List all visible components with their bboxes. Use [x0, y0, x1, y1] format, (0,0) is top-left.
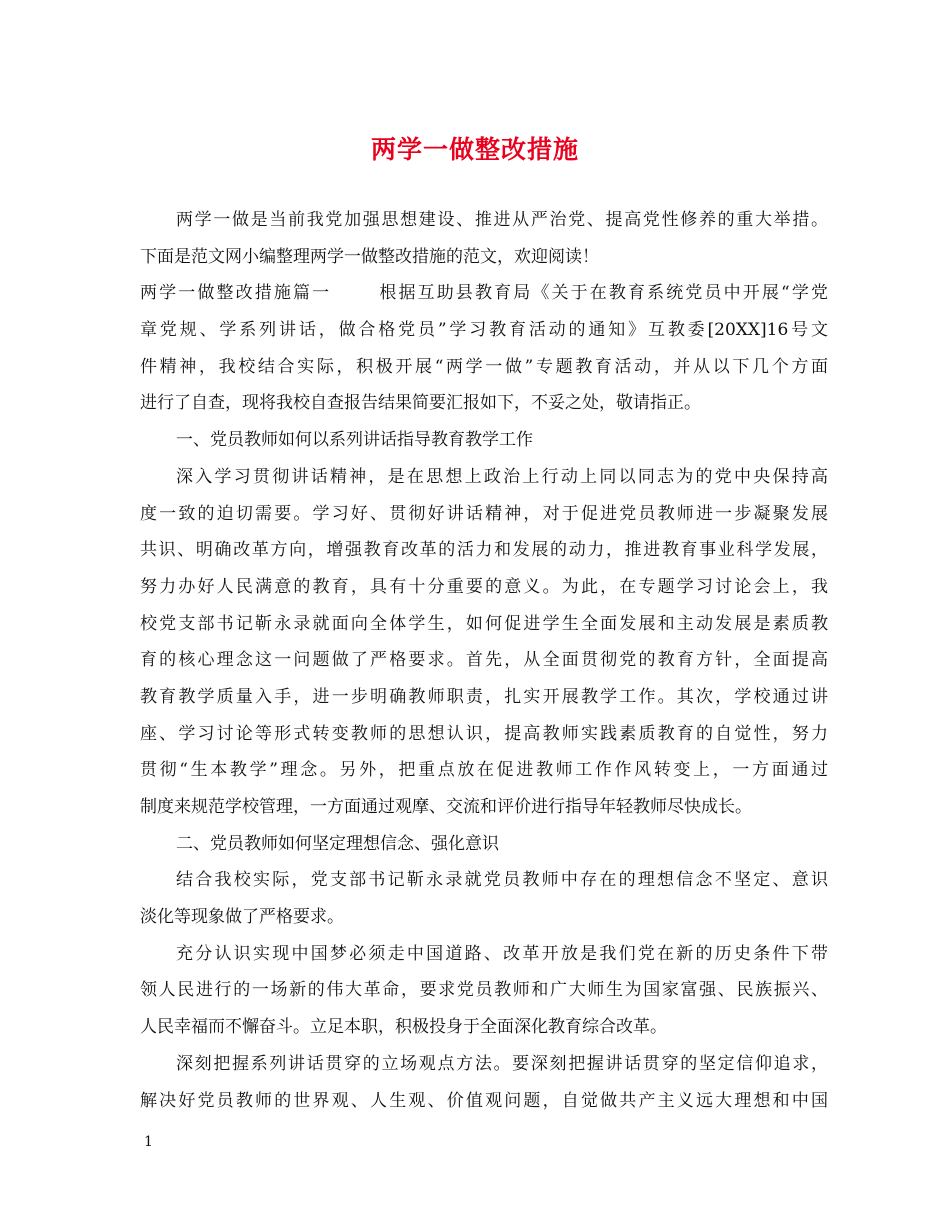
- text-line: 人民幸福而不懈奋斗。立足本职，积极投身于全面深化教育综合改革。: [140, 1017, 667, 1038]
- text-line: 件精神，我校结合实际，积极开展“两学一做”专题教育活动，并从以下几个方面: [140, 356, 828, 377]
- section-heading-inline: 两学一做整改措施篇一: [140, 283, 332, 304]
- text-line: 度一致的迫切需要。学习好、贯彻好讲话精神，对于促进党员教师进一步凝聚发展: [140, 503, 828, 524]
- text-line: 努力办好人民满意的教育，具有十分重要的意义。为此，在专题学习讨论会上，我: [140, 576, 828, 597]
- text-line: 章党规、学系列讲话，做合格党员”学习教育活动的通知》互教委[20XX]16号文: [140, 320, 828, 341]
- text-line: 领人民进行的一场新的伟大革命，要求党员教师和广大师生为国家富强、民族振兴、: [140, 980, 828, 1001]
- text-line: 淡化等现象做了严格要求。: [140, 907, 344, 928]
- text-line: 深刻把握系列讲话贯穿的立场观点方法。要深刻把握讲话贯穿的坚定信仰追求，: [176, 1053, 828, 1074]
- text-line: 育的核心理念这一问题做了严格要求。首先，从全面贯彻党的教育方针，全面提高: [140, 650, 828, 671]
- page-number: 1: [144, 1134, 153, 1150]
- text-line: 教育教学质量入手，进一步明确教师职责，扎实开展教学工作。其次，学校通过讲: [140, 686, 828, 707]
- text-line: 解决好党员教师的世界观、人生观、价值观问题，自觉做共产主义远大理想和中国: [140, 1090, 828, 1111]
- text-segment: 根据互助县教育局《关于在教育系统党员中开展“学党: [377, 283, 828, 304]
- text-line: 充分认识实现中国梦必须走中国道路、改革开放是我们党在新的历史条件下带: [176, 943, 828, 964]
- text-line: 共识、明确改革方向，增强教育改革的活力和发展的动力，推进教育事业科学发展，: [140, 540, 828, 561]
- document-title: 两学一做整改措施: [370, 135, 579, 164]
- text-line: 贯彻“生本教学”理念。另外，把重点放在促进教师工作作风转变上，一方面通过: [140, 760, 828, 781]
- text-line: 校党支部书记靳永录就面向全体学生，如何促进学生全面发展和主动发展是素质教: [140, 613, 828, 634]
- text-line: 下面是范文网小编整理两学一做整改措施的范文，欢迎阅读！: [140, 246, 599, 267]
- document-body: [140, 202, 828, 1119]
- text-line-combined: [140, 275, 828, 312]
- text-line: 座、学习讨论等形式转变教师的思想认识，提高教师实践素质教育的自觉性，努力: [140, 723, 828, 744]
- text-line: 制度来规范学校管理，一方面通过观摩、交流和评价进行指导年轻教师尽快成长。: [140, 797, 752, 817]
- text-line: 结合我校实际，党支部书记靳永录就党员教师中存在的理想信念不坚定、意识: [176, 870, 828, 891]
- section-heading: 一、党员教师如何以系列讲话指导教育教学工作: [176, 430, 533, 451]
- text-line: 进行了自查，现将我校自查报告结果简要汇报如下，不妥之处，敬请指正。: [140, 393, 701, 414]
- section-heading: 二、党员教师如何坚定理想信念、强化意识: [176, 833, 499, 854]
- text-line: 深入学习贯彻讲话精神，是在思想上政治上行动上同以同志为的党中央保持高: [176, 466, 828, 487]
- text-line: 两学一做是当前我党加强思想建设、推进从严治党、提高党性修养的重大举措。: [176, 210, 828, 230]
